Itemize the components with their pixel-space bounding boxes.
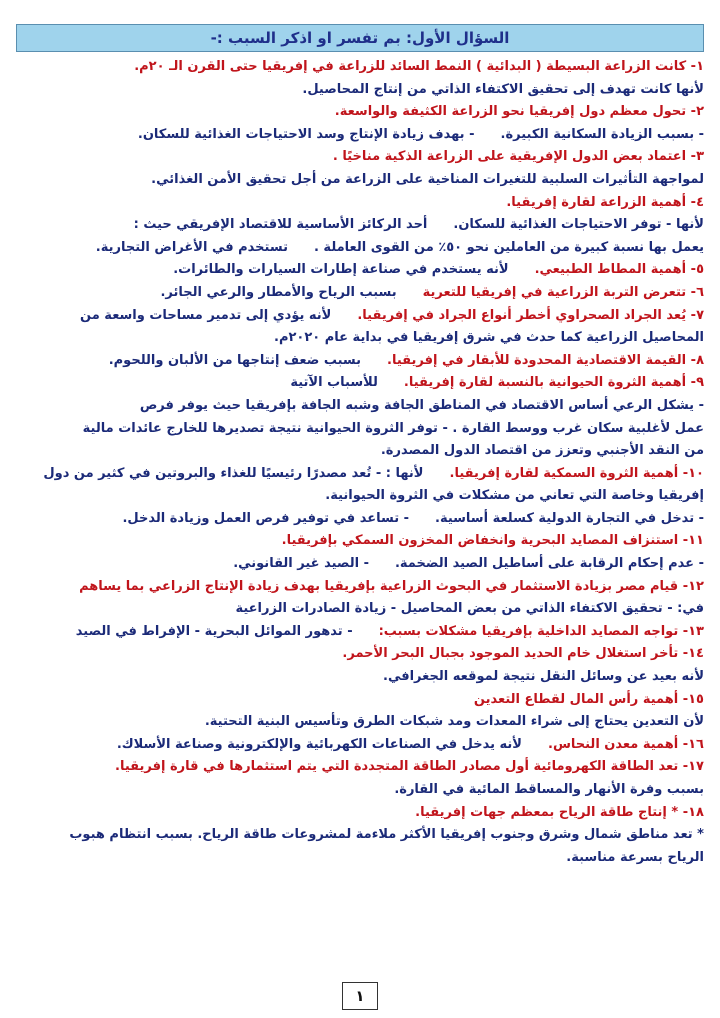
answer-text: لأنها : - تُعد مصدرًا رئيسيًا للغذاء والبروتين في كثير من دول [43,465,424,481]
answer-text: * تعد مناطق شمال وشرق وجنوب إفريقيا الأكثر ملاءمة لمشروعات طاقة الرياح. بسبب انتظام هبوب [69,827,704,843]
answer-text: إفريقيا وخاصة التي تعاني من مشكلات في الثروة الحيوانية. [325,488,704,504]
answer-text: بسبب وفرة الأنهار والمساقط المائية في القارة. [394,782,704,797]
text-line [16,101,704,124]
answer-text: بسبب ضعف إنتاجها من الألبان واللحوم. [108,352,362,368]
text-line [16,372,704,395]
text-line [16,79,704,102]
text-line [16,350,704,373]
question-text: ١٥- أهمية رأس المال لقطاع التعدين [473,691,704,707]
text-line [16,824,704,847]
question-text: ٢- تحول معظم دول إفريقيا نحو الزراعة الكثيفة والواسعة. [334,104,704,120]
answer-text: لأنه يدخل في الصناعات الكهربائية والإلكترونية وصناعة الأسلاك. [116,736,522,752]
answer-text: الرياح بسرعة مناسبة. [566,849,704,865]
answer-text: تستخدم في الأغراض التجارية. [95,239,288,255]
answer-text: في: - تحقيق الاكتفاء الذاتي من بعض المحاصيل - زيادة الصادرات الزراعية [235,601,704,617]
text-line [16,847,704,870]
text-line [16,734,704,757]
text-line [16,124,704,147]
question-text: ٧- يُعد الجراد الصحراوي أخطر أنواع الجراد في إفريقيا. [357,307,704,323]
text-line [16,214,704,237]
page-number: ١ [342,982,378,1010]
answers-list [10,56,710,869]
text-line [16,463,704,486]
text-line [16,237,704,260]
text-line [16,169,704,192]
text-line [16,689,704,712]
question-text: ٤- أهمية الزراعة لقارة إفريقيا. [506,194,704,210]
question-text: ١٣- تواجه المصايد الداخلية بإفريقيا مشكلات بسبب: [378,623,704,639]
answer-text: - تساعد في توفير فرص العمل وزيادة الدخل. [122,510,410,526]
text-line [16,327,704,350]
question-text: ٨- القيمة الاقتصادية المحدودة للأبقار في إفريقيا. [387,352,704,368]
answer-text: لمواجهة التأثيرات السلبية للتغيرات المناخية على الزراعة من أجل تحقيق الأمن الغذائي. [151,171,704,187]
answer-text: لأنه يؤدي إلى تدمير مساحات واسعة من [80,307,332,323]
answer-text: لأنها - توفر الاحتياجات الغذائية للسكان. [453,217,704,233]
question-text: ٦- تتعرض التربة الزراعية في إفريقيا للتعرية [422,284,704,300]
text-line [16,146,704,169]
answer-text: - تدهور الموائل البحرية - الإفراط في الصيد [75,623,353,639]
question-text: ٥- أهمية المطاط الطبيعي. [534,262,704,278]
answer-text: - الصيد غير القانوني. [233,556,369,572]
answer-text: بسبب الرياح والأمطار والرعي الجائر. [160,284,397,300]
question-text: ١- كانت الزراعة البسيطة ( البدائية ) النمط السائد للزراعة في إفريقيا حتى القرن الـ ٢٠م. [134,59,704,74]
text-line [16,643,704,666]
text-line [16,621,704,644]
answer-text: أحد الركائز الأساسية للاقتصاد الإفريقي حيث : [133,217,428,233]
question-text: ١٤- تأخر استغلال خام الحديد الموجود بجبال البحر الأحمر. [342,646,704,662]
answer-text: للأسباب الآتية [290,375,378,391]
question-text: ١٨- * إنتاج طاقة الرياح بمعظم جهات إفريقيا. [415,804,704,820]
question-text: ١١- استنزاف المصايد البحرية وانخفاض المخزون السمكي بإفريقيا. [281,533,704,549]
text-line [16,56,704,79]
answer-text: عمل لأغلبية سكان غرب ووسط القارة . - توفر الثروة الحيوانية نتيجة تصديرها للخارج عائدات مالية [82,420,704,436]
text-line [16,440,704,463]
answer-text: لأن التعدين يحتاج إلى شراء المعدات ومد شبكات الطرق وتأسيس البنية التحتية. [204,714,704,730]
text-line [16,756,704,779]
answer-text: - تدخل في التجارة الدولية كسلعة أساسية. [435,510,704,526]
question-text: ١٠- أهمية الثروة السمكية لقارة إفريقيا. [449,465,704,481]
text-line [16,530,704,553]
text-line [16,508,704,531]
text-line [16,305,704,328]
question-text: ٩- أهمية الثروة الحيوانية بالنسبة لقارة إفريقيا. [403,375,704,391]
question-header: السؤال الأول: بم تفسر او اذكر السبب :- [16,24,704,52]
text-line [16,192,704,215]
text-line [16,802,704,825]
answer-text: المحاصيل الزراعية كما حدث في شرق إفريقيا في بداية عام ٢٠٢٠م. [274,330,704,346]
text-line [16,418,704,441]
question-text: ٣- اعتماد بعض الدول الإفريقية على الزراعة الذكية مناخيًا . [332,149,704,165]
answer-text: - يشكل الرعي أساس الاقتصاد في المناطق الجافة وشبه الجافة بإفريقيا حيث يوفر فرص [139,397,704,413]
answer-text: - بسبب الزيادة السكانية الكبيرة. [500,126,704,142]
text-line [16,259,704,282]
answer-text: لأنه يستخدم في صناعة إطارات السيارات والطائرات. [173,262,509,278]
text-line [16,395,704,418]
text-line [16,779,704,802]
text-line [16,598,704,621]
question-text: ١٦- أهمية معدن النحاس. [548,736,704,752]
text-line [16,576,704,599]
text-line [16,282,704,305]
question-text: ١٢- قيام مصر بزيادة الاستثمار في البحوث الزراعية بإفريقيا بهدف زيادة الإنتاج الزراعي بما يساهم [79,578,704,594]
answer-text: - بهدف زيادة الإنتاج وسد الاحتياجات الغذائية للسكان. [137,126,475,142]
answer-text: لأنه بعيد عن وسائل النقل نتيجة لموقعه الجغرافي. [383,669,704,685]
answer-text: - عدم إحكام الرقابة على أساطيل الصيد الضخمة. [394,556,704,572]
text-line [16,553,704,576]
text-line [16,485,704,508]
text-line [16,666,704,689]
answer-text: لأنها كانت تهدف إلى تحقيق الاكتفاء الذاتي من إنتاج المحاصيل. [302,81,704,97]
answer-text: يعمل بها نسبة كبيرة من العاملين نحو ٥٠٪ من القوى العاملة . [313,239,704,255]
answer-text: من النقد الأجنبي وتعزز من اقتصاد الدول المصدرة. [380,443,704,459]
question-text: ١٧- تعد الطاقة الكهرومائية أول مصادر الطاقة المتجددة التي يتم استثمارها في قارة إفريقيا. [115,759,704,775]
text-line [16,711,704,734]
